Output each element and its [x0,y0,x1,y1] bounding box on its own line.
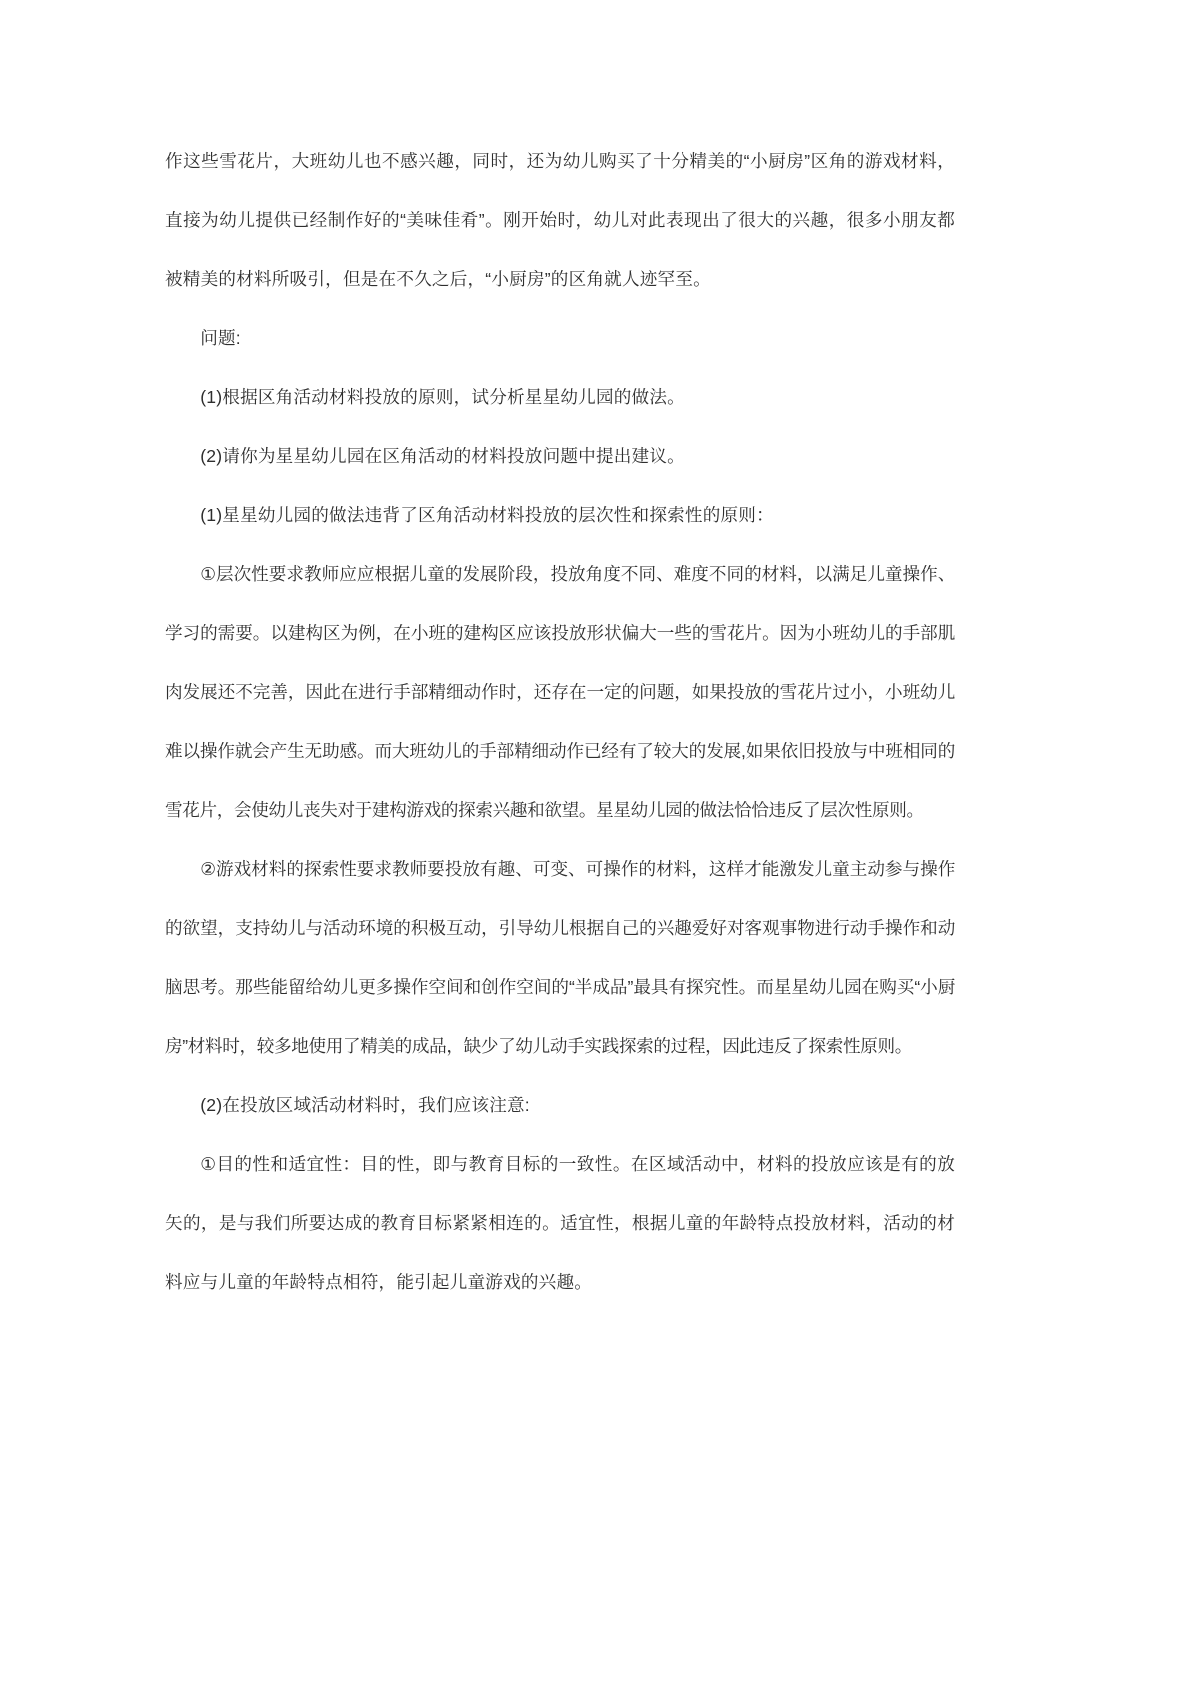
paragraph-answer-2-intro: (2)在投放区域活动材料时，我们应该注意: [200,1095,530,1115]
paragraph-answer-2-point-1: ①目的性和适宜性：目的性，即与教育目标的一致性。在区域活动中，材料的投放应该是有的放矢的，是与我们所要达成的教育目标紧紧相连的。适宜性，根据儿童的年龄特点投放材料，活动的材料应与儿童的年龄特点相符，能引起儿童游戏的兴趣。 [165,1154,955,1292]
paragraph-case-continued: 作这些雪花片，大班幼儿也不感兴趣，同时，还为幼儿购买了十分精美的“小厨房”区角的游戏材料，直接为幼儿提供已经制作好的“美味佳肴”。刚开始时，幼儿对此表现出了很大的兴趣，很多小朋友都被精美的材料所吸引，但是在不久之后，“小厨房”的区角就人迹罕至。 [165,151,955,289]
paragraph-answer-1-point-1: ①层次性要求教师应应根据儿童的发展阶段，投放角度不同、难度不同的材料，以满足儿童操作、学习的需要。以建构区为例，在小班的建构区应该投放形状偏大一些的雪花片。因为小班幼儿的手部肌肉发展还不完善，因此在进行手部精细动作时，还存在一定的问题，如果投放的雪花片过小，小班幼儿难以操作就会产生无助感。而大班幼儿的手部精细动作已经有了较大的发展,如果依旧投放与中班相同的雪花片，会使幼儿丧失对于建构游戏的探索兴趣和欲望。星星幼儿园的做法恰恰违反了层次性原则。 [165,564,955,820]
paragraph-questions-heading: 问题: [200,328,241,348]
paragraph-answer-1-intro: (1)星星幼儿园的做法违背了区角活动材料投放的层次性和探索性的原则： [200,505,774,525]
paragraph-question-1: (1)根据区角活动材料投放的原则，试分析星星幼儿园的做法。 [200,387,685,407]
paragraph-question-2: (2)请你为星星幼儿园在区角活动的材料投放问题中提出建议。 [200,446,685,466]
document-body [165,132,955,1312]
paragraph-answer-1-point-2: ②游戏材料的探索性要求教师要投放有趣、可变、可操作的材料，这样才能激发儿童主动参与操作的欲望，支持幼儿与活动环境的积极互动，引导幼儿根据自己的兴趣爱好对客观事物进行动手操作和动脑思考。那些能留给幼儿更多操作空间和创作空间的“半成品”最具有探究性。而星星幼儿园在购买“小厨房”材料时，较多地使用了精美的成品，缺少了幼儿动手实践探索的过程，因此违反了探索性原则。 [165,859,955,1056]
